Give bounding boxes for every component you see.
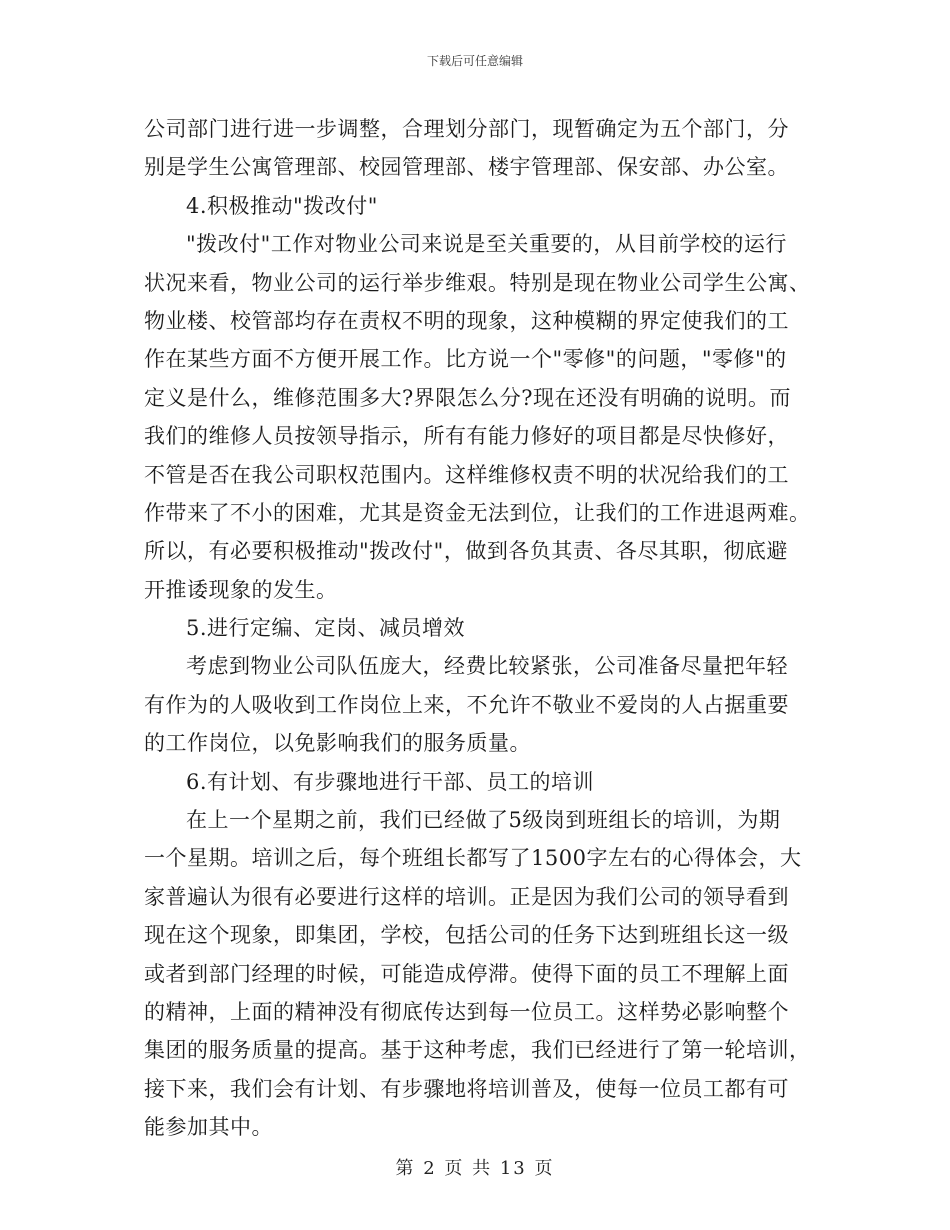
text-line: 物业楼、校管部均存在责权不明的现象，这种模糊的界定使我们的工: [144, 308, 789, 333]
page-footer: 第 2 页 共 13 页: [395, 1158, 555, 1179]
text-line: 的精神，上面的精神没有彻底传达到每一位员工。这样势必影响整个: [144, 999, 789, 1024]
section-heading: 5.进行定编、定岗、减员增效: [186, 616, 466, 641]
section-heading: 4.积极推动"拨改付": [186, 193, 378, 218]
text-line: 定义是什么，维修范围多大?界限怎么分?现在还没有明确的说明。而: [144, 385, 792, 410]
text-line: 作带来了不小的困难，尤其是资金无法到位，让我们的工作进退两难。: [144, 500, 811, 525]
document-body: [144, 110, 811, 1147]
section-heading: 6.有计划、有步骤地进行干部、员工的培训: [186, 769, 595, 794]
text-line: 集团的服务质量的提高。基于这种考虑，我们已经进行了第一轮培训，: [144, 1038, 811, 1063]
text-line: 家普遍认为很有必要进行这样的培训。正是因为我们公司的领导看到: [144, 884, 789, 909]
text-line: 别是学生公寓管理部、校园管理部、楼宇管理部、保安部、办公室。: [144, 155, 789, 180]
text-line: 所以，有必要积极推动"拨改付"，做到各负其责、各尽其职，彻底避: [144, 539, 788, 564]
page-header: 下载后可任意编辑: [426, 54, 523, 68]
text-line: 能参加其中。: [144, 1115, 273, 1140]
text-line: 现在这个现象，即集团，学校，包括公司的任务下达到班组长这一级: [144, 923, 789, 948]
text-line: 开推诿现象的发生。: [144, 577, 338, 602]
text-line: 接下来，我们会有计划、有步骤地将培训普及，使每一位员工都有可: [144, 1076, 789, 1101]
text-line: 状况来看，物业公司的运行举步维艰。特别是现在物业公司学生公寓、: [144, 270, 811, 295]
text-line: "拨改付"工作对物业公司来说是至关重要的，从目前学校的运行: [186, 232, 787, 257]
text-line: 不管是否在我公司职权范围内。这样维修权责不明的状况给我们的工: [144, 462, 789, 487]
text-line: 作在某些方面不方便开展工作。比方说一个"零修"的问题，"零修"的: [144, 347, 787, 372]
text-line: 有作为的人吸收到工作岗位上来，不允许不敬业不爱岗的人占据重要: [144, 692, 789, 717]
text-line: 的工作岗位，以免影响我们的服务质量。: [144, 731, 531, 756]
text-line: 在上一个星期之前，我们已经做了5级岗到班组长的培训，为期: [186, 808, 781, 833]
text-line: 或者到部门经理的时候，可能造成停滞。使得下面的员工不理解上面: [144, 961, 789, 986]
text-line: 公司部门进行进一步调整，合理划分部门，现暂确定为五个部门，分: [144, 117, 789, 141]
text-line: 考虑到物业公司队伍庞大，经费比较紧张，公司准备尽量把年轻: [186, 654, 788, 679]
text-line: 一个星期。培训之后，每个班组长都写了1500字左右的心得体会，大: [144, 846, 802, 871]
text-line: 我们的维修人员按领导指示，所有有能力修好的项目都是尽快修好，: [144, 424, 789, 449]
